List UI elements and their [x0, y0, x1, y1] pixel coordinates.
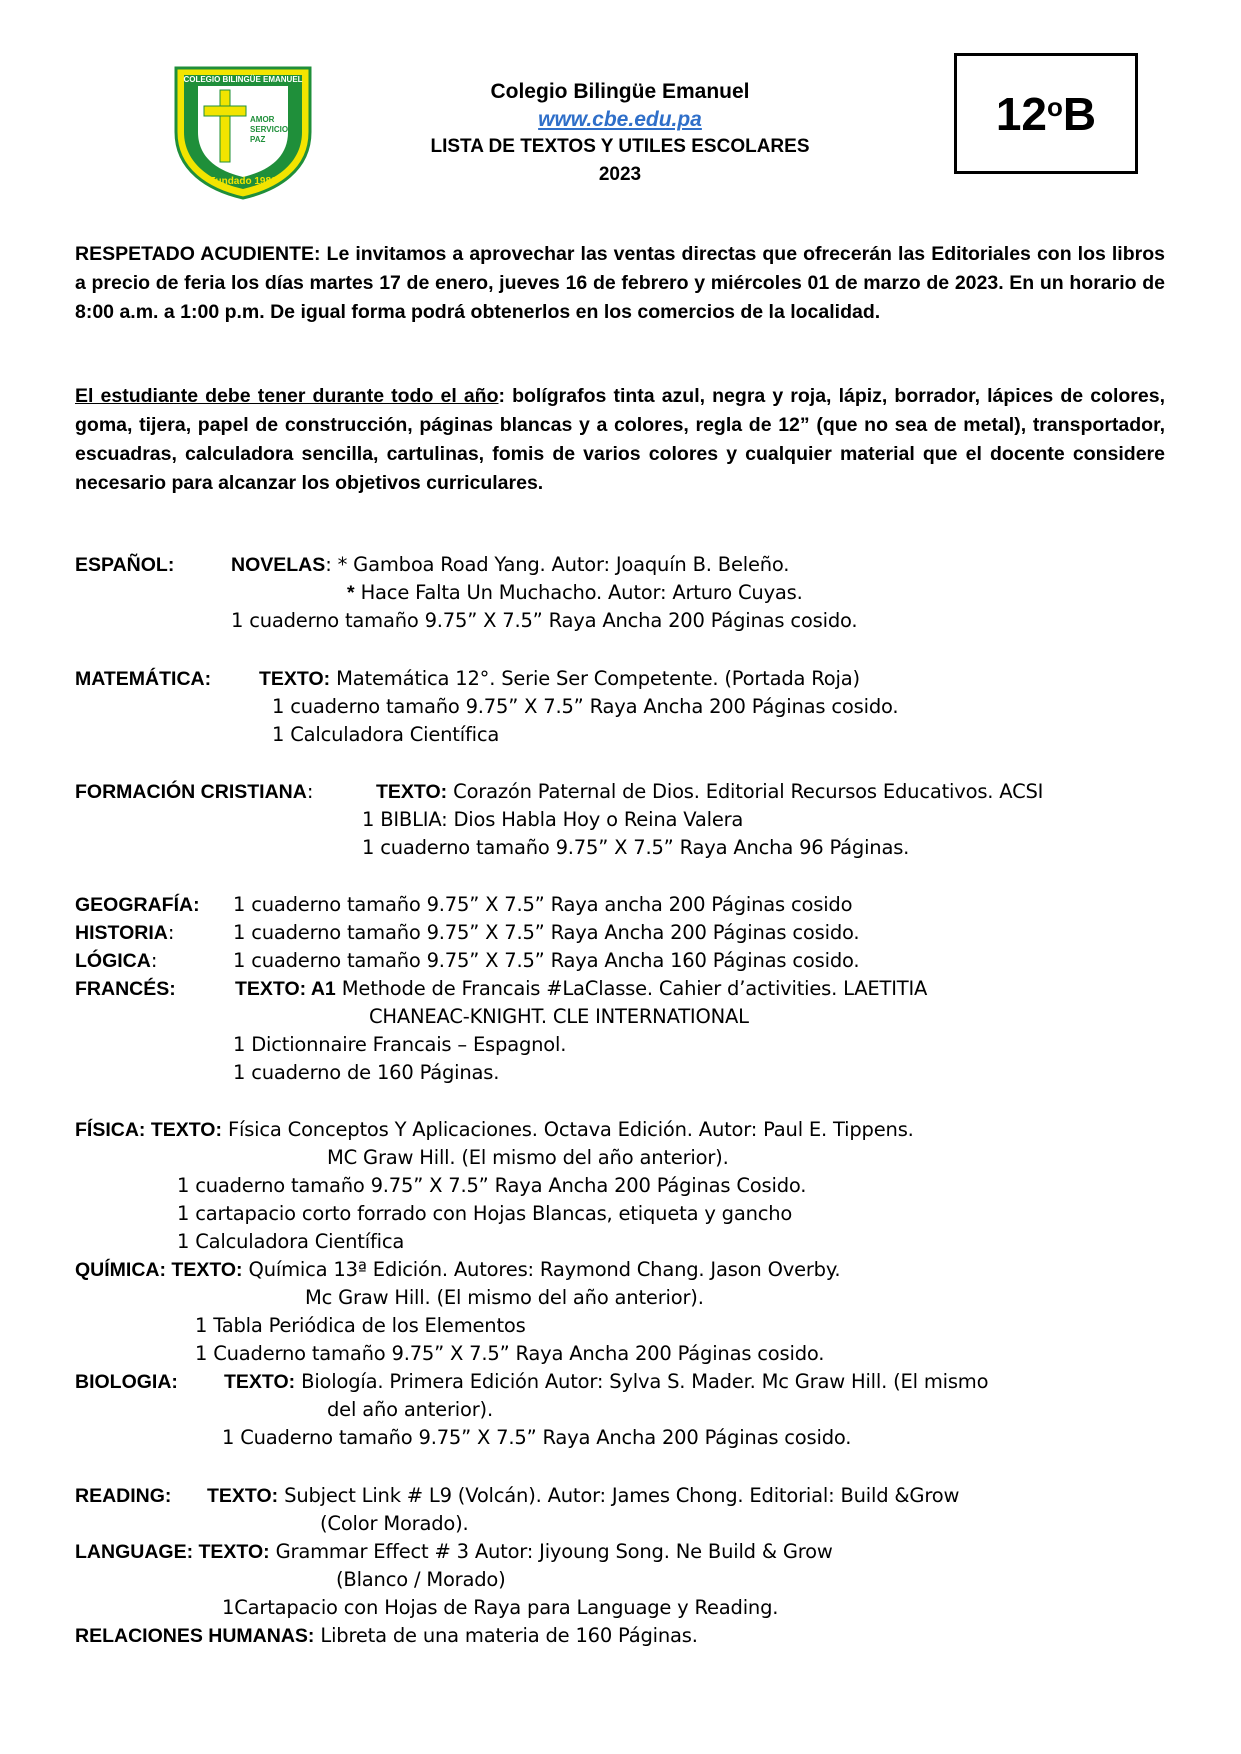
fisica-text: FÍSICA: TEXTO: Física Conceptos Y Aplicaciones. Octava Edición. Autor: Paul E. Tippens. [75, 1118, 914, 1141]
supplies-text: : bolígrafos tinta azul, negra y roja, lápiz, borrador, lápices de colores, goma, tijera, papel de construcción, páginas blancas y a colores, regla de 12” (que no sea de metal), transportador, escuadras, calculadora sencilla, cartulinas, fomis de varios colores y cualquier material que el docente considere necesario para alcanzar los objetivos curriculares. [75, 385, 1165, 494]
historia-notebook: 1 cuaderno tamaño 9.75” X 7.5” Raya Ancha 200 Páginas cosido. [233, 921, 860, 944]
logo-motto-2: SERVICIO [250, 125, 289, 134]
logo-motto-3: PAZ [250, 135, 266, 144]
geografia-notebook: 1 cuaderno tamaño 9.75” X 7.5” Raya ancha 200 Páginas cosido [233, 893, 853, 916]
reading-label: READING: [75, 1485, 172, 1507]
school-logo [168, 60, 318, 200]
logo-arc-text: COLEGIO BILINGÜE EMANUEL [183, 75, 303, 84]
grade-box [954, 53, 1138, 174]
reading-text: TEXTO: Subject Link # L9 (Volcán). Autor: James Chong. Editorial: Build &Grow [207, 1484, 960, 1507]
biologia-text-cont: del año anterior). [327, 1398, 493, 1421]
frances-dictionary: 1 Dictionnaire Francais – Espagnol. [233, 1033, 567, 1056]
biologia-text: TEXTO: Biología. Primera Edición Autor: Sylva S. Mader. Mc Graw Hill. (El mismo [224, 1370, 989, 1393]
language-text-cont: (Blanco / Morado) [336, 1568, 506, 1591]
espanol-novel-2: * Hace Falta Un Muchacho. Autor: Arturo Cuyas. [347, 581, 803, 604]
frances-label: FRANCÉS: [75, 978, 176, 1000]
quimica-text: QUÍMICA: TEXTO: Química 13ª Edición. Autores: Raymond Chang. Jason Overby. [75, 1258, 841, 1281]
supplies-paragraph [75, 382, 1165, 498]
formacion-bible: 1 BIBLIA: Dios Habla Hoy o Reina Valera [362, 808, 744, 831]
matematica-calculator: 1 Calculadora Científica [272, 723, 500, 746]
grade-letter: B [1062, 87, 1097, 140]
frances-text: TEXTO: A1 Methode de Francais #LaClasse. Cahier d’activities. LAETITIA [235, 977, 928, 1000]
reading-text-cont: (Color Morado). [320, 1512, 469, 1535]
notice-label: RESPETADO ACUDIENTE: [75, 243, 321, 265]
espanol-novel-1: NOVELAS: * Gamboa Road Yang. Autor: Joaquín B. Beleño. [231, 553, 790, 576]
list-year: 2023 [598, 164, 642, 185]
frances-text-cont: CHANEAC-KNIGHT. CLE INTERNATIONAL [369, 1005, 749, 1028]
school-crest-icon [168, 60, 318, 200]
language-text: LANGUAGE: TEXTO: Grammar Effect # 3 Autor: Jiyoung Song. Ne Build & Grow [75, 1540, 833, 1563]
fisica-folder: 1 cartapacio corto forrado con Hojas Blancas, etiqueta y gancho [177, 1202, 793, 1225]
formacion-text: TEXTO: Corazón Paternal de Dios. Editorial Recursos Educativos. ACSI [376, 780, 1044, 803]
espanol-label: ESPAÑOL: [75, 554, 175, 576]
matematica-notebook: 1 cuaderno tamaño 9.75” X 7.5” Raya Ancha 200 Páginas cosido. [272, 695, 899, 718]
fisica-calculator: 1 Calculadora Científica [177, 1230, 405, 1253]
language-folder: 1Cartapacio con Hojas de Raya para Language y Reading. [222, 1596, 779, 1619]
list-title: LISTA DE TEXTOS Y UTILES ESCOLARES [430, 136, 810, 157]
biologia-notebook: 1 Cuaderno tamaño 9.75” X 7.5” Raya Ancha 200 Páginas cosido. [222, 1426, 852, 1449]
grade-degree: o [1047, 92, 1063, 122]
logica-notebook: 1 cuaderno tamaño 9.75” X 7.5” Raya Ancha 160 Páginas cosido. [233, 949, 860, 972]
notice-text: Le invitamos a aprovechar las ventas directas que ofrecerán las Editoriales con los libros a precio de feria los días martes 17 de enero, jueves 16 de febrero y miércoles 01 de marzo de 2023. En un horario de 8:00 a.m. a 1:00 p.m. De igual forma podrá obtenerlos en los comercios de la localidad. [75, 243, 1165, 323]
supplies-label: El estudiante debe tener durante todo el año [75, 385, 499, 407]
logo-founded-text: Fundado 1986 [209, 176, 277, 187]
historia-label: HISTORIA: [75, 921, 175, 944]
school-website-link[interactable]: www.cbe.edu.pa [538, 108, 702, 131]
grade-number: 12 [995, 87, 1048, 140]
relaciones-humanas: RELACIONES HUMANAS: Libreta de una materia de 160 Páginas. [75, 1624, 698, 1647]
school-name: Colegio Bilingüe Emanuel [490, 80, 750, 103]
fisica-notebook: 1 cuaderno tamaño 9.75” X 7.5” Raya Ancha 200 Páginas Cosido. [177, 1174, 807, 1197]
quimica-text-cont: Mc Graw Hill. (El mismo del año anterior). [305, 1286, 704, 1309]
quimica-periodic-table: 1 Tabla Periódica de los Elementos [195, 1314, 526, 1337]
espanol-notebook: 1 cuaderno tamaño 9.75” X 7.5” Raya Ancha 200 Páginas cosido. [231, 609, 858, 632]
logo-motto-1: AMOR [250, 115, 275, 124]
notice-paragraph [75, 240, 1165, 327]
biologia-label: BIOLOGIA: [75, 1371, 178, 1393]
fisica-text-cont: MC Graw Hill. (El mismo del año anterior). [327, 1146, 729, 1169]
quimica-notebook: 1 Cuaderno tamaño 9.75” X 7.5” Raya Ancha 200 Páginas cosido. [195, 1342, 825, 1365]
frances-notebook: 1 cuaderno de 160 Páginas. [233, 1061, 500, 1084]
geografia-label: GEOGRAFÍA: [75, 894, 200, 916]
matematica-label: MATEMÁTICA: [75, 668, 212, 690]
formacion-label: FORMACIÓN CRISTIANA: [75, 780, 314, 803]
matematica-text: TEXTO: Matemática 12°. Serie Ser Competente. (Portada Roja) [259, 667, 860, 690]
logica-label: LÓGICA: [75, 949, 158, 972]
formacion-notebook: 1 cuaderno tamaño 9.75” X 7.5” Raya Ancha 96 Páginas. [362, 836, 910, 859]
